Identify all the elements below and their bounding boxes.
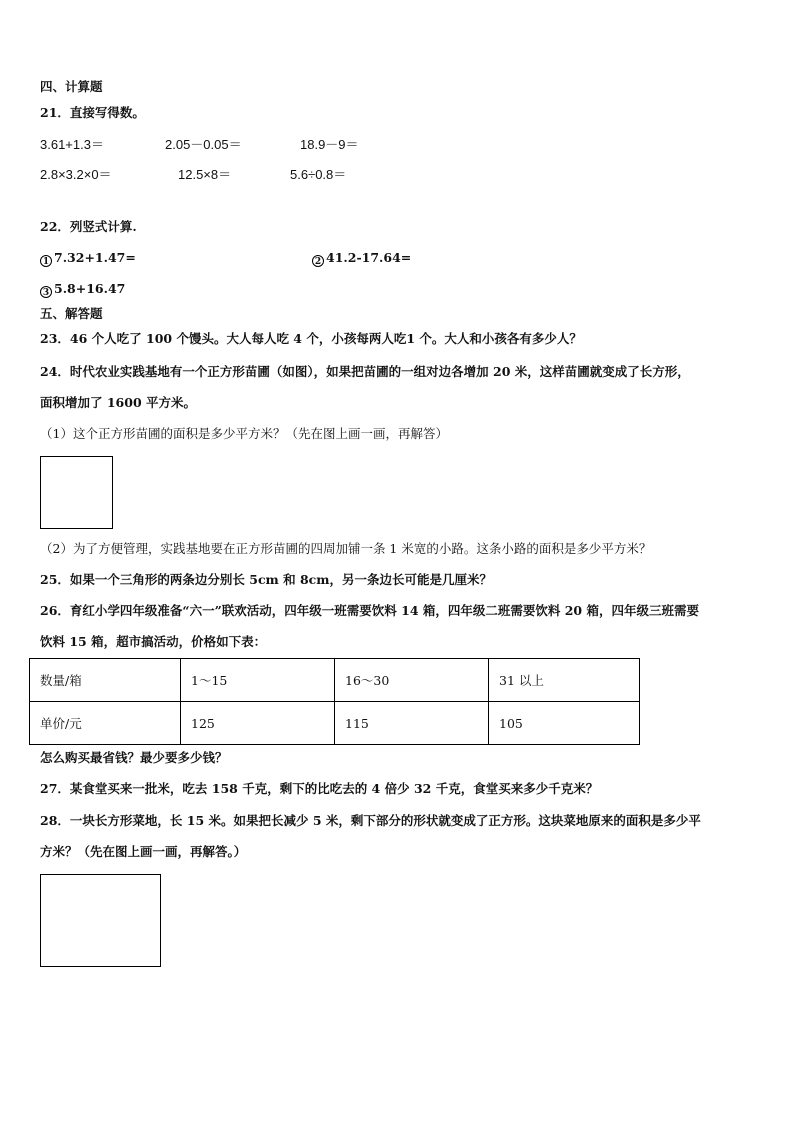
question-26-line-2: 饮料 15 箱，超市搞活动，价格如下表： — [40, 634, 267, 649]
question-24-sub-1: （1）这个正方形苗圃的面积是多少平方米？（先在图上画一画，再解答） — [40, 426, 448, 441]
circled-number: 2 — [312, 255, 324, 267]
table-cell: 16～30 — [335, 659, 489, 702]
calc-text: 5.8+16.47 — [54, 281, 126, 296]
question-22-label: 22．列竖式计算. — [40, 219, 137, 234]
table-cell: 125 — [181, 702, 335, 745]
question-21-label: 21．直接写得数。 — [40, 105, 145, 120]
question-25: 25．如果一个三角形的两条边分别长 5cm 和 8cm，另一条边长可能是几厘米？ — [40, 572, 493, 587]
circled-number: 3 — [40, 286, 52, 298]
table-cell: 105 — [489, 702, 640, 745]
square-figure — [40, 456, 113, 529]
vertical-calc-item-2 — [312, 252, 411, 267]
table-cell: 31 以上 — [489, 659, 640, 702]
question-23: 23．46 个人吃了 100 个馒头。大人每人吃 4 个，小孩每两人吃1 个。大人和小孩各有多少人？ — [40, 331, 582, 346]
expression: 12.5×8＝ — [178, 167, 232, 182]
section-4-title: 四、计算题 — [40, 79, 103, 94]
section-5-title: 五、解答题 — [40, 306, 103, 321]
table-cell: 1～15 — [181, 659, 335, 702]
expression: 18.9－9＝ — [300, 137, 359, 152]
table-cell: 数量/箱 — [30, 659, 181, 702]
question-28-line-2: 方米？（先在图上画一画，再解答。） — [40, 844, 247, 859]
vertical-calc-item-3 — [40, 283, 125, 298]
table-row — [30, 659, 640, 702]
question-24-sub-2: （2）为了方便管理，实践基地要在正方形苗圃的四周加铺一条 1 米宽的小路。这条小路的面积是多少平方米？ — [40, 541, 652, 556]
table-cell: 115 — [335, 702, 489, 745]
table-row — [30, 702, 640, 745]
question-28-line-1: 28．一块长方形菜地，长 15 米。如果把长减少 5 米，剩下部分的形状就变成了正方形。这块菜地原来的面积是多少平 — [40, 813, 701, 828]
expression: 2.8×3.2×0＝ — [40, 167, 112, 182]
expression: 2.05－0.05＝ — [165, 137, 242, 152]
expression: 3.61+1.3＝ — [40, 137, 104, 152]
circled-number: 1 — [40, 255, 52, 267]
calc-text: 7.32+1.47= — [54, 250, 136, 265]
table-cell: 单价/元 — [30, 702, 181, 745]
vertical-calc-item-1 — [40, 252, 136, 267]
price-table — [29, 658, 640, 745]
question-26-line-1: 26．育红小学四年级准备“六一”联欢活动，四年级一班需要饮料 14 箱，四年级二班需要饮料 20 箱，四年级三班需要 — [40, 603, 699, 618]
question-24-line-1: 24．时代农业实践基地有一个正方形苗圃（如图），如果把苗圃的一组对边各增加 20 米，这样苗圃就变成了长方形， — [40, 364, 690, 379]
question-26-after: 怎么购买最省钱？最少要多少钱？ — [40, 750, 228, 765]
expression: 5.6÷0.8＝ — [290, 167, 347, 182]
question-24-line-2: 面积增加了 1600 平方米。 — [40, 395, 196, 410]
calc-text: 41.2-17.64= — [326, 250, 412, 265]
square-figure — [40, 874, 161, 967]
question-27: 27．某食堂买来一批米，吃去 158 千克，剩下的比吃去的 4 倍少 32 千克，食堂买来多少千克米？ — [40, 781, 599, 796]
